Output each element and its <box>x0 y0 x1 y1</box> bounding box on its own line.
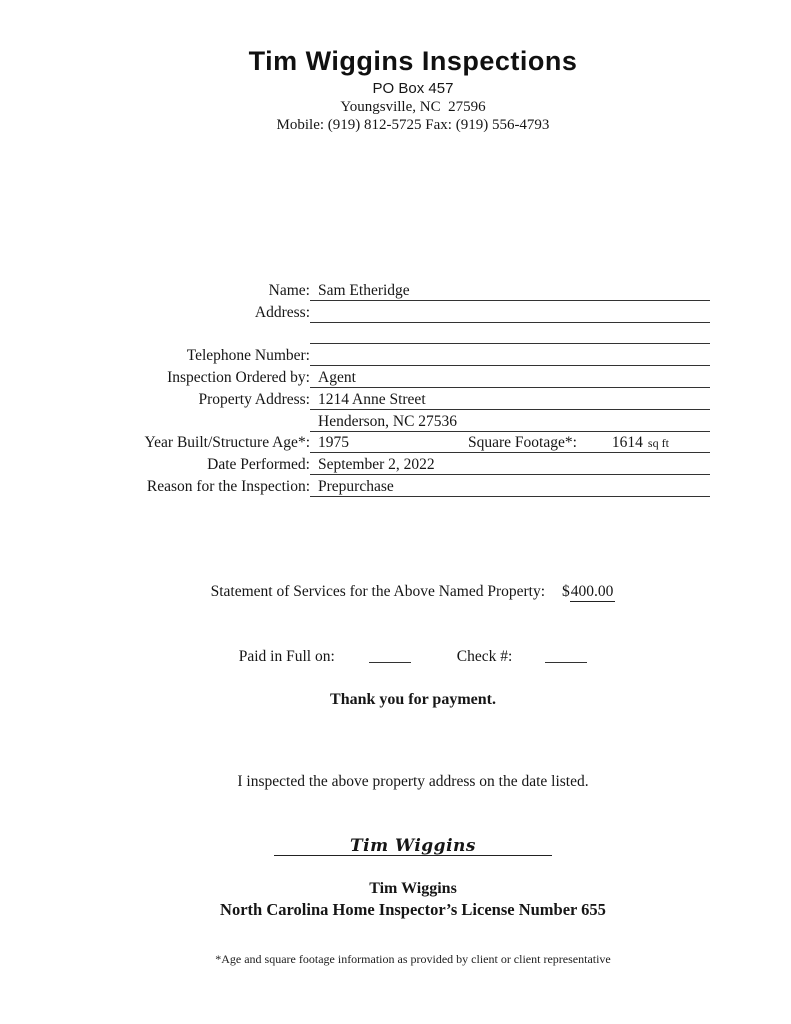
paid-in-full-row <box>35 648 791 666</box>
ordered-by-label: Inspection Ordered by: <box>167 368 310 386</box>
reason-value-line <box>310 478 710 497</box>
date-performed-label: Date Performed: <box>207 456 310 474</box>
footnote: *Age and square footage information as provided by client or client representative <box>215 951 611 966</box>
signature-block <box>35 837 791 920</box>
signature-line <box>274 837 552 856</box>
form-row-reason <box>110 475 710 497</box>
year-built-label: Year Built/Structure Age*: <box>144 434 310 452</box>
check-number-label: Check #: <box>456 647 513 665</box>
address-2-label <box>110 343 310 344</box>
name-label: Name: <box>268 281 310 299</box>
property-address-label: Property Address: <box>198 390 310 408</box>
inspection-affirmation: I inspected the above property address on the date listed. <box>237 772 589 790</box>
license-line: North Carolina Home Inspector’s License Number 655 <box>220 899 606 919</box>
reason-value: Prepurchase <box>318 477 394 495</box>
property-city-value-line <box>310 413 710 432</box>
form-row-telephone <box>110 344 710 366</box>
square-footage-unit: sq ft <box>647 436 669 451</box>
inspector-printed-name: Tim Wiggins <box>369 879 457 897</box>
fee-currency: $ <box>562 582 570 600</box>
date-performed-value: September 2, 2022 <box>318 456 435 474</box>
form-row-property-address <box>110 388 710 410</box>
ordered-by-value-line <box>310 369 710 388</box>
statement-label: Statement of Services for the Above Named Property: <box>210 582 546 600</box>
square-footage-value: 1614 <box>611 434 643 452</box>
signature-script: Tim Wiggins <box>350 835 476 856</box>
form-row-address-2 <box>110 323 710 345</box>
year-built-value-line <box>310 434 710 453</box>
name-value-line <box>310 282 710 301</box>
form-row-ordered-by <box>110 366 710 388</box>
inspection-info-form <box>110 279 710 497</box>
fee-amount: 400.00 <box>570 582 614 600</box>
telephone-value-line <box>310 365 710 366</box>
date-performed-value-line <box>310 456 710 475</box>
paid-in-full-label: Paid in Full on: <box>238 647 335 665</box>
address-label: Address: <box>254 303 310 321</box>
phone-fax-line: Mobile: (919) 812-5725 Fax: (919) 556-4793 <box>276 117 550 133</box>
form-row-address <box>110 301 710 323</box>
document-page <box>35 0 791 966</box>
company-name: Tim Wiggins Inspections <box>248 46 578 76</box>
form-row-name <box>110 279 710 301</box>
city-state-zip-line: Youngsville, NC 27596 <box>340 99 486 115</box>
form-row-yearbuilt-sqft <box>110 432 710 454</box>
fee-amount-group <box>562 583 615 600</box>
reason-label: Reason for the Inspection: <box>146 477 310 495</box>
telephone-label: Telephone Number: <box>186 347 310 365</box>
property-address-value: 1214 Anne Street <box>318 390 426 408</box>
form-row-date-performed <box>110 453 710 475</box>
statement-of-services-row <box>35 583 791 602</box>
paid-date-blank-line <box>369 651 411 663</box>
property-address-value-line <box>310 391 710 410</box>
letterhead <box>35 0 791 135</box>
name-value: Sam Etheridge <box>318 281 410 299</box>
form-row-property-city <box>110 410 710 432</box>
thank-you-note: Thank you for payment. <box>330 690 496 708</box>
property-city-label <box>110 431 310 432</box>
address-value-line <box>310 322 710 323</box>
po-box-line: PO Box 457 <box>372 80 454 97</box>
year-built-value: 1975 <box>318 434 349 452</box>
property-city-value: Henderson, NC 27536 <box>318 412 458 430</box>
square-footage-label: Square Footage*: <box>468 434 577 452</box>
ordered-by-value: Agent <box>318 368 356 386</box>
check-number-blank-line <box>545 651 587 663</box>
address-2-value-line <box>310 343 710 344</box>
